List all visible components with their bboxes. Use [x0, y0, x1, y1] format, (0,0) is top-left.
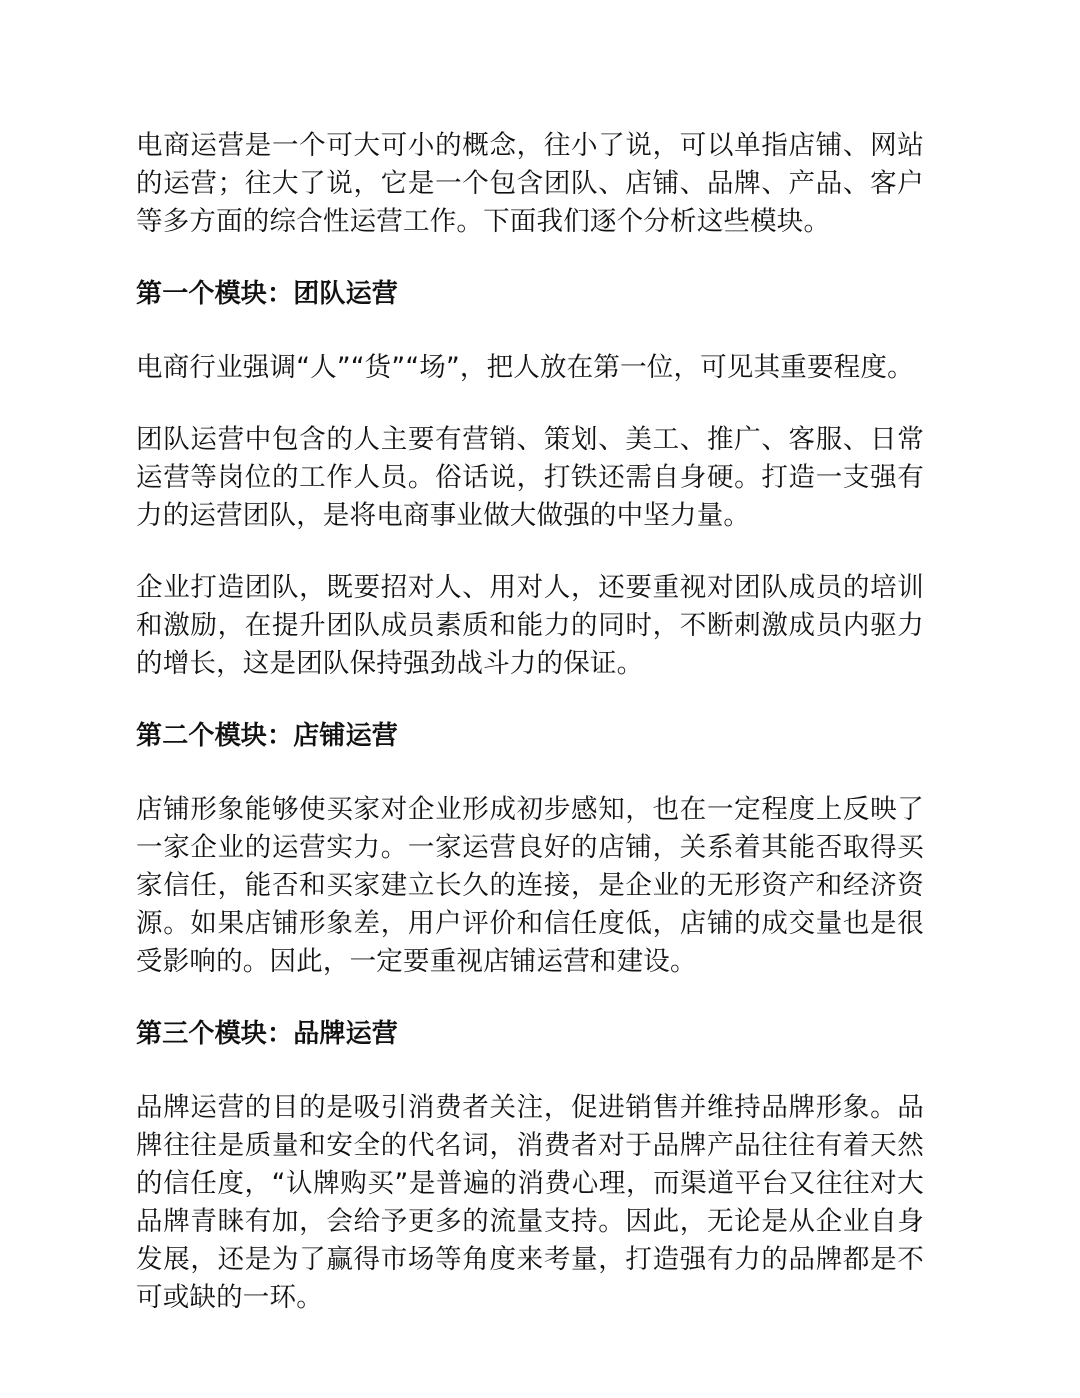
- team-paragraph-1: 电商行业强调“人”“货”“场”，把人放在第一位，可见其重要程度。: [136, 352, 914, 383]
- article-body: [136, 127, 924, 1351]
- team-paragraph-2: 团队运营中包含的人主要有营销、策划、美工、推广、客服、日常运营等岗位的工作人员。俗话说，打铁还需自身硬。打造一支强有力的运营团队，是将电商事业做大做强的中坚力量。: [136, 424, 924, 531]
- section-heading-brand: 第三个模块：品牌运营: [136, 1019, 399, 1049]
- section-heading-team: 第一个模块：团队运营: [136, 279, 399, 309]
- store-paragraph-1: 店铺形象能够使买家对企业形成初步感知，也在一定程度上反映了一家企业的运营实力。一家运营良好的店铺，关系着其能否取得买家信任，能否和买家建立长久的连接，是企业的无形资产和经济资源。如果店铺形象差，用户评价和信任度低，店铺的成交量也是很受影响的。因此，一定要重视店铺运营和建设。: [136, 794, 924, 977]
- brand-paragraph-1: 品牌运营的目的是吸引消费者关注，促进销售并维持品牌形象。品牌往往是质量和安全的代名词，消费者对于品牌产品往往有着天然的信任度，“认牌购买”是普遍的消费心理，而渠道平台又往往对大品牌青睐有加，会给予更多的流量支持。因此，无论是从企业自身发展，还是为了赢得市场等角度来考量，打造强有力的品牌都是不可或缺的一环。: [136, 1092, 924, 1313]
- team-paragraph-3: 企业打造团队，既要招对人、用对人，还要重视对团队成员的培训和激励，在提升团队成员素质和能力的同时，不断刺激成员内驱力的增长，这是团队保持强劲战斗力的保证。: [136, 572, 924, 679]
- intro-paragraph: 电商运营是一个可大可小的概念，往小了说，可以单指店铺、网站的运营；往大了说，它是一个包含团队、店铺、品牌、产品、客户等多方面的综合性运营工作。下面我们逐个分析这些模块。: [136, 130, 924, 237]
- section-heading-store: 第二个模块：店铺运营: [136, 721, 399, 751]
